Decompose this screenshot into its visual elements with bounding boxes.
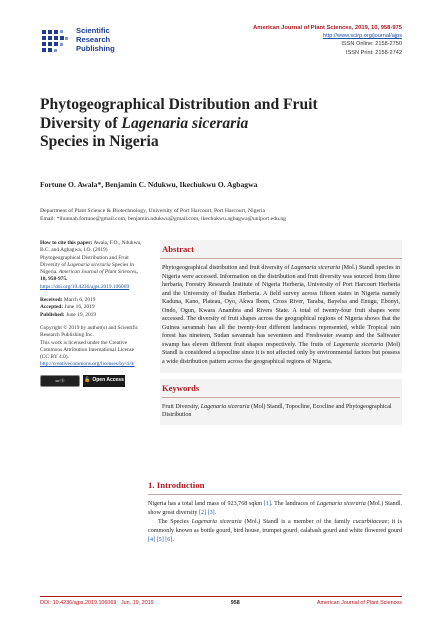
intro-p2-text3: ; it is commonly known as bottle gourd, bird house, trumpet gourd, calabash gourd and white flowered gourd xyxy=(148,519,402,535)
citation-text: Awala, F.O., Ndukwu, B.C. and Agbagwa, I.O. (2019) Phytogeographical Distribution and Fruit Diversity of xyxy=(40,240,142,268)
title-line2 xyxy=(40,115,370,134)
page-number: 958 xyxy=(230,600,240,606)
license-text: This work is licensed under the Creative Commons Attribution International License (CC BY 4.0). xyxy=(40,339,135,361)
abstract-text-part2: (Mol.) Standl species in Nigeria were accessed. Information on the distribution and fruit diversity was sourced from three herbaria, Forestry Research Institute of Nigeria Herberia, University of Port Harcourt Herberia and the University of Ibadan Herberia. A field survey across fifteen states in Nigeria namely Kaduna, Kano, Plateau, Oyo, Akwa Ibom, Cross River, Taraba, Bayelsa and Enugu, Ebonyi, Ondo, Ogun, Kwara Anambra and Rivers State. A total of twenty-four fruit shapes were accessed. The diversity of fruit shapes across the geographical regions of Nigeria shows that the Guinea savannah has all the twenty-four different landraces represented, while Tropical rain forest has nineteen, Sudan savannah has seventeen and Freshwater swamp and the Saltwater swamp has eleven different fruit shapes respectively. The fruits of xyxy=(162,265,401,348)
keywords-text xyxy=(162,403,400,420)
accepted-label: Accepted: xyxy=(40,304,64,311)
intro-p1-end: . xyxy=(214,510,217,517)
cc-by-badge[interactable]: cc ⓑ xyxy=(40,375,80,387)
abstract-species-1: Lagenaria siceraria xyxy=(291,265,340,271)
issn-print: ISSN Print: 2158-2742 xyxy=(346,49,402,56)
publisher-name-line3: Publishing xyxy=(76,44,115,53)
introduction-section xyxy=(148,480,402,545)
license-badges xyxy=(40,375,144,387)
page-footer xyxy=(40,596,402,606)
open-lock-icon: 🔓 xyxy=(84,377,91,384)
affiliation xyxy=(40,208,410,223)
publisher-name-line2: Research xyxy=(76,35,111,44)
affiliation-department: Department of Plant Science & Biotechnology, University of Port Harcourt, Port Harcourt, Nigeria xyxy=(40,208,266,214)
footer-doi-date xyxy=(40,600,154,606)
intro-p2-text2: (Mol.) Standl is a member of the family xyxy=(241,519,353,526)
footer-doi[interactable]: DOI: 10.4236/ajps.2019.106069 xyxy=(40,600,117,606)
keywords-part2: (Mol) Standl, Topocline, Ecocline and Phytogeographical Distribution xyxy=(162,403,392,418)
keywords-part1: Fruit Diversity, xyxy=(162,403,201,410)
intro-p1-text2: . The landraces of xyxy=(270,501,317,507)
keywords-heading: Keywords xyxy=(162,383,400,398)
issn-online: ISSN Online: 2158-2750 xyxy=(341,41,402,48)
intro-p1-species: Lagenaria siceraria xyxy=(316,501,366,507)
title-line3: Species in Nigeria xyxy=(40,133,159,150)
publisher-logo[interactable] xyxy=(40,24,160,68)
citation-doi-link[interactable]: https://doi.org/10.4236/ajps.2019.106069 xyxy=(40,283,130,290)
copyright-block xyxy=(40,325,144,369)
journal-title: American Journal of Plant Sciences, 2019, 10, 958-975 xyxy=(253,25,402,31)
introduction-paragraph-2 xyxy=(148,518,402,545)
title-line1: Phytogeographical Distribution and Fruit xyxy=(40,96,318,113)
journal-url-link[interactable]: http://www.scirp.org/journal/ajps xyxy=(323,33,402,40)
introduction-heading: 1. Introduction xyxy=(148,480,402,495)
affiliation-email[interactable]: Email: *ihunnah.fortune@gmail.com, benjamin.ndukwu@gmail.com, ikechukwu.agbagwa@uniport.edu.ng xyxy=(40,215,287,222)
received-date: March 6, 2019 xyxy=(63,297,96,304)
dates-block xyxy=(40,297,144,319)
intro-p2-end: . xyxy=(172,537,174,544)
article-info-sidebar xyxy=(40,240,144,387)
introduction-paragraph-1 xyxy=(148,500,402,518)
abstract-section xyxy=(160,240,402,373)
open-access-badge[interactable] xyxy=(83,375,125,387)
open-access-label: Open Access xyxy=(92,377,124,384)
footer-date: Jun. 19, 2019 xyxy=(120,600,154,606)
reference-link[interactable]: [1] xyxy=(263,501,271,507)
accepted-date: June 16, 2019 xyxy=(64,304,95,311)
citation-text-2: Species in Nigeria. xyxy=(40,261,134,276)
author-list: Fortune O. Awala*, Benjamin C. Ndukwu, Ikechukwu O. Agbagwa xyxy=(40,180,258,189)
intro-p1-text1: Nigeria has a total land mass of 923,768 sqkm xyxy=(148,501,264,507)
abstract-heading: Abstract xyxy=(160,244,402,259)
published-label: Published: xyxy=(40,311,65,318)
intro-p1-text3: (Mol.) Standl. show great diversity xyxy=(148,501,402,517)
citation-journal: American Journal of Plant Sciences xyxy=(58,269,137,276)
title-line2-text: Diversity of xyxy=(40,114,122,132)
abstract-species-2: Lagenaria siceraria xyxy=(333,341,384,348)
citation-label: How to cite this paper: xyxy=(40,240,93,246)
published-date: June 19, 2019 xyxy=(65,311,97,318)
title-species-name: Lagenaria siceraria xyxy=(121,114,249,132)
abstract-text-part3: (Mol) Standl is considered a topocline since it is not affected only by environmental factors but possess a wide distribution pattern across the geographical regions of Nigeria. xyxy=(162,341,400,366)
intro-p2-species: Lagenaria siceraria xyxy=(191,519,242,526)
intro-p2-text1: The Species xyxy=(158,519,192,526)
received-label: Received: xyxy=(40,297,63,304)
publisher-name-line1: Scientific xyxy=(76,26,110,35)
abstract-text xyxy=(160,264,402,367)
publisher-name xyxy=(76,26,115,53)
paper-title xyxy=(40,96,370,152)
keywords-section xyxy=(160,379,402,426)
publisher-logo-icon xyxy=(40,28,70,58)
citation-volume: , 10, 958-975. xyxy=(40,269,138,283)
intro-p2-family: cucurbitaceae xyxy=(352,519,388,526)
reference-link[interactable]: [4] [5] [6] xyxy=(148,537,173,544)
journal-info xyxy=(253,24,402,57)
keywords-species: Lagenaria siceraria xyxy=(200,403,250,410)
reference-link[interactable]: [2] [3] xyxy=(198,510,215,517)
abstract-text-part1: Phytogeographical distribution and fruit diversity of xyxy=(162,265,292,271)
citation-block xyxy=(40,240,144,291)
copyright-text: Copyright © 2019 by author(s) and Scientific Research Publishing Inc. xyxy=(40,324,139,339)
license-link[interactable]: http://creativecommons.org/licenses/by/4.0/ xyxy=(40,361,135,368)
abstract-column xyxy=(160,240,402,425)
citation-species: Lagenaria siceraria xyxy=(67,261,111,268)
page-header xyxy=(0,0,440,68)
footer-journal: American Journal of Plant Sciences xyxy=(316,600,402,606)
